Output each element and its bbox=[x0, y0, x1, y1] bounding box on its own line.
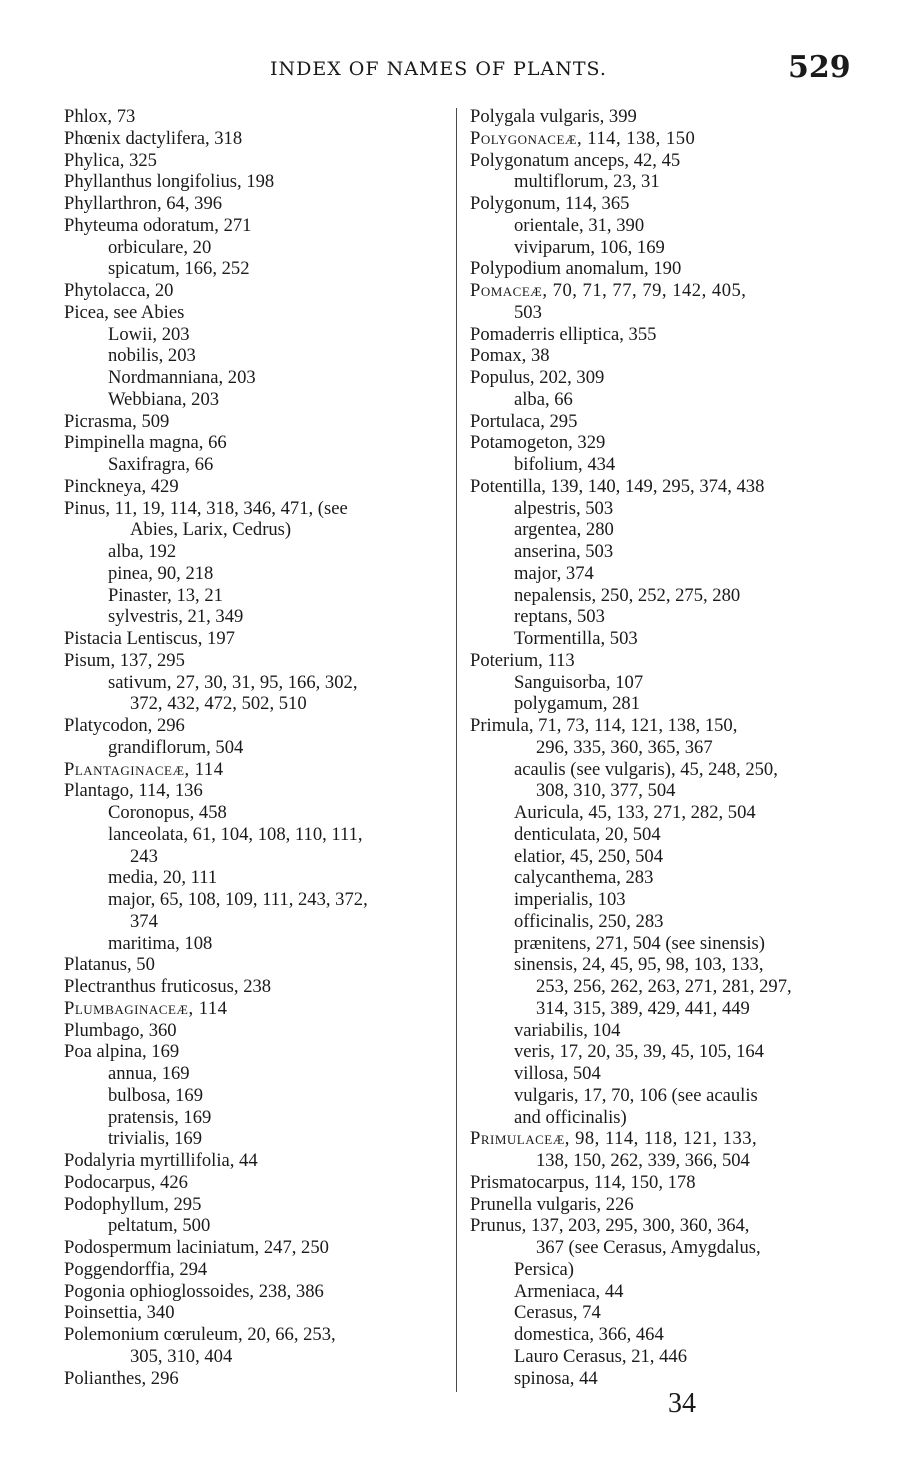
index-entry: Potamogeton, 329 bbox=[470, 432, 606, 454]
index-entry: Pomaceæ, 70, 71, 77, 79, 142, 405, bbox=[470, 280, 747, 301]
index-subentry: Abies, Larix, Cedrus) bbox=[130, 519, 292, 541]
index-subentry: 243 bbox=[130, 845, 158, 867]
index-subentry: anserina, 503 bbox=[514, 541, 614, 562]
index-subentry: Pinaster, 13, 21 bbox=[108, 584, 223, 606]
index-subentry: officinalis, 250, 283 bbox=[514, 910, 664, 932]
index-entry: Podospermum laciniatum, 247, 250 bbox=[64, 1237, 329, 1258]
index-subentry: sylvestris, 21, 349 bbox=[108, 606, 244, 628]
index-subentry: viviparum, 106, 169 bbox=[514, 236, 665, 258]
index-entry: Potentilla, 139, 140, 149, 295, 374, 438 bbox=[470, 475, 765, 497]
index-entry: Platanus, 50 bbox=[64, 954, 155, 976]
index-entry: Phylica, 325 bbox=[64, 149, 157, 171]
index-subentry: 296, 335, 360, 365, 367 bbox=[536, 736, 713, 758]
index-entry: Phyllarthron, 64, 396 bbox=[64, 193, 223, 214]
index-subentry: alpestris, 503 bbox=[514, 497, 614, 519]
index-column-right bbox=[470, 106, 840, 1389]
index-subentry: Auricula, 45, 133, 271, 282, 504 bbox=[514, 802, 756, 823]
index-entry: Podalyria myrtillifolia, 44 bbox=[64, 1150, 258, 1171]
page-header bbox=[0, 50, 904, 90]
index-subentry: peltatum, 500 bbox=[108, 1215, 211, 1237]
index-entry: Polygonatum anceps, 42, 45 bbox=[470, 149, 681, 171]
index-entry: Phyllanthus longifolius, 198 bbox=[64, 171, 275, 193]
index-subentry: major, 374 bbox=[514, 562, 594, 584]
index-entry: Populus, 202, 309 bbox=[470, 367, 605, 388]
index-subentry: 503 bbox=[514, 301, 542, 323]
index-entry: Podophyllum, 295 bbox=[64, 1193, 202, 1215]
index-entry: Picea, see Abies bbox=[64, 301, 185, 323]
index-subentry: polygamum, 281 bbox=[514, 693, 641, 715]
index-entry: Polygonum, 114, 365 bbox=[470, 193, 630, 214]
index-entry: Primula, 71, 73, 114, 121, 138, 150, bbox=[470, 715, 738, 736]
index-subentry: pratensis, 169 bbox=[108, 1106, 212, 1128]
signature-mark: 34 bbox=[668, 1388, 696, 1419]
index-subentry: Sanguisorba, 107 bbox=[514, 671, 644, 693]
index-entry: Polygonaceæ, 114, 138, 150 bbox=[470, 127, 696, 149]
index-entry: Phœnix dactylifera, 318 bbox=[64, 127, 243, 149]
index-subentry: Lauro Cerasus, 21, 446 bbox=[514, 1345, 687, 1367]
index-entry: Plectranthus fruticosus, 238 bbox=[64, 976, 272, 997]
index-subentry: media, 20, 111 bbox=[108, 867, 218, 889]
index-subentry: Saxifragra, 66 bbox=[108, 454, 214, 475]
index-entry: Polemonium cœruleum, 20, 66, 253, bbox=[64, 1324, 336, 1345]
index-entry: Prunus, 137, 203, 295, 300, 360, 364, bbox=[470, 1215, 750, 1237]
index-entry: Plantago, 114, 136 bbox=[64, 780, 203, 802]
index-entry: Pimpinella magna, 66 bbox=[64, 432, 227, 454]
index-subentry: sinensis, 24, 45, 95, 98, 103, 133, bbox=[514, 954, 764, 976]
index-subentry: 253, 256, 262, 263, 271, 281, 297, bbox=[536, 976, 792, 997]
index-entry: Picrasma, 509 bbox=[64, 410, 170, 432]
index-column-left bbox=[64, 106, 446, 1389]
index-subentry: denticulata, 20, 504 bbox=[514, 823, 661, 845]
index-entry: Phyteuma odoratum, 271 bbox=[64, 214, 252, 236]
index-subentry: Nordmanniana, 203 bbox=[108, 367, 256, 388]
index-subentry: trivialis, 169 bbox=[108, 1128, 202, 1150]
index-subentry: calycanthema, 283 bbox=[514, 867, 654, 889]
column-divider bbox=[456, 108, 457, 1392]
index-entry: Plantaginaceæ, 114 bbox=[64, 758, 224, 780]
index-entry: Primulaceæ, 98, 114, 118, 121, 133, bbox=[470, 1128, 758, 1150]
index-entry: Prismatocarpus, 114, 150, 178 bbox=[470, 1171, 696, 1193]
index-subentry: 308, 310, 377, 504 bbox=[536, 780, 676, 802]
index-subentry: Lowii, 203 bbox=[108, 323, 190, 345]
index-subentry: domestica, 366, 464 bbox=[514, 1324, 664, 1345]
index-subentry: bulbosa, 169 bbox=[108, 1084, 204, 1106]
index-subentry: 314, 315, 389, 429, 441, 449 bbox=[536, 997, 750, 1019]
index-entry: Platycodon, 296 bbox=[64, 715, 185, 736]
index-subentry: elatior, 45, 250, 504 bbox=[514, 845, 664, 867]
index-subentry: nobilis, 203 bbox=[108, 345, 196, 367]
index-subentry: argentea, 280 bbox=[514, 519, 614, 541]
index-subentry: nepalensis, 250, 252, 275, 280 bbox=[514, 584, 741, 606]
index-entry: Prunella vulgaris, 226 bbox=[470, 1193, 634, 1215]
index-subentry: orbiculare, 20 bbox=[108, 236, 212, 258]
index-subentry: orientale, 31, 390 bbox=[514, 214, 645, 236]
index-entry: Plumbago, 360 bbox=[64, 1019, 177, 1041]
index-subentry: grandiflorum, 504 bbox=[108, 736, 244, 758]
index-subentry: Persica) bbox=[514, 1258, 574, 1280]
index-subentry: reptans, 503 bbox=[514, 606, 605, 628]
index-entry: Polypodium anomalum, 190 bbox=[470, 258, 682, 280]
index-subentry: multiflorum, 23, 31 bbox=[514, 171, 660, 193]
index-subentry: lanceolata, 61, 104, 108, 110, 111, bbox=[108, 823, 363, 845]
index-subentry: 372, 432, 472, 502, 510 bbox=[130, 693, 307, 715]
page-number: 529 bbox=[788, 50, 851, 85]
index-subentry: Coronopus, 458 bbox=[108, 802, 227, 823]
index-subentry: acaulis (see vulgaris), 45, 248, 250, bbox=[514, 758, 778, 780]
index-entry: Phytolacca, 20 bbox=[64, 280, 174, 301]
index-subentry: Tormentilla, 503 bbox=[514, 628, 638, 649]
index-subentry: variabilis, 104 bbox=[514, 1019, 621, 1041]
index-subentry: pinea, 90, 218 bbox=[108, 562, 214, 584]
index-entry: Poa alpina, 169 bbox=[64, 1041, 180, 1063]
index-subentry: 138, 150, 262, 339, 366, 504 bbox=[536, 1150, 750, 1171]
index-entry: Pinckneya, 429 bbox=[64, 475, 179, 497]
index-entry: Poinsettia, 340 bbox=[64, 1302, 175, 1324]
index-entry: Portulaca, 295 bbox=[470, 410, 578, 432]
index-subentry: veris, 17, 20, 35, 39, 45, 105, 164 bbox=[514, 1041, 764, 1063]
index-subentry: prænitens, 271, 504 (see sinensis) bbox=[514, 932, 765, 954]
index-entry: Pomax, 38 bbox=[470, 345, 550, 367]
index-subentry: 374 bbox=[130, 910, 158, 932]
index-subentry: major, 65, 108, 109, 111, 243, 372, bbox=[108, 889, 368, 910]
index-subentry: alba, 66 bbox=[514, 388, 573, 410]
index-subentry: sativum, 27, 30, 31, 95, 166, 302, bbox=[108, 671, 358, 693]
index-subentry: and officinalis) bbox=[514, 1106, 627, 1128]
index-subentry: Armeniaca, 44 bbox=[514, 1280, 624, 1302]
index-subentry: maritima, 108 bbox=[108, 932, 213, 954]
index-entry: Poterium, 113 bbox=[470, 649, 575, 671]
index-subentry: villosa, 504 bbox=[514, 1063, 601, 1084]
index-entry: Polianthes, 296 bbox=[64, 1367, 179, 1389]
index-entry: Phlox, 73 bbox=[64, 106, 136, 127]
index-entry: Podocarpus, 426 bbox=[64, 1171, 188, 1193]
index-subentry: spicatum, 166, 252 bbox=[108, 258, 250, 280]
index-entry: Poggendorffia, 294 bbox=[64, 1258, 208, 1280]
index-subentry: bifolium, 434 bbox=[514, 454, 616, 475]
index-entry: Pomaderris elliptica, 355 bbox=[470, 323, 657, 345]
index-subentry: alba, 192 bbox=[108, 541, 177, 562]
index-entry: Pinus, 11, 19, 114, 318, 346, 471, (see bbox=[64, 497, 348, 519]
index-entry: Pogonia ophioglossoides, 238, 386 bbox=[64, 1280, 324, 1302]
index-entry: Pisum, 137, 295 bbox=[64, 649, 185, 671]
index-entry: Polygala vulgaris, 399 bbox=[470, 106, 637, 127]
index-entry: Pistacia Lentiscus, 197 bbox=[64, 628, 235, 649]
index-subentry: Webbiana, 203 bbox=[108, 388, 220, 410]
index-subentry: 305, 310, 404 bbox=[130, 1345, 233, 1367]
index-entry: Plumbaginaceæ, 114 bbox=[64, 997, 228, 1019]
index-subentry: Cerasus, 74 bbox=[514, 1302, 601, 1324]
running-title: INDEX OF NAMES OF PLANTS. bbox=[270, 58, 607, 80]
index-subentry: imperialis, 103 bbox=[514, 889, 626, 910]
index-subentry: 367 (see Cerasus, Amygdalus, bbox=[536, 1237, 761, 1258]
index-subentry: vulgaris, 17, 70, 106 (see acaulis bbox=[514, 1084, 758, 1106]
index-subentry: annua, 169 bbox=[108, 1063, 190, 1084]
index-subentry: spinosa, 44 bbox=[514, 1367, 598, 1389]
